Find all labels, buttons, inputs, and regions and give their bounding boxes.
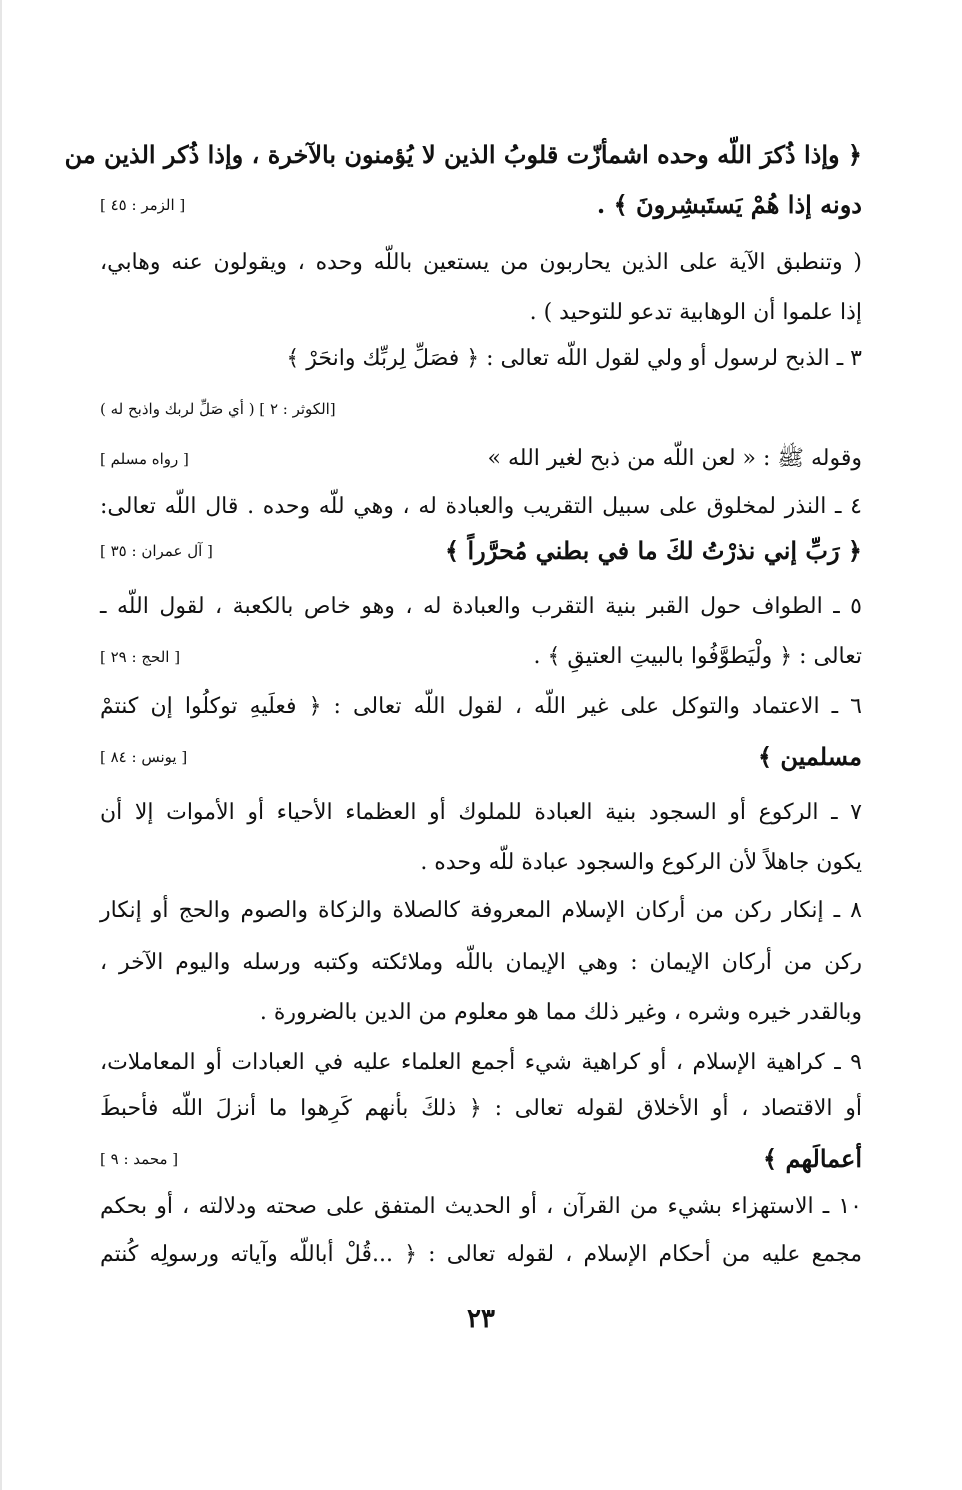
line-text: أو الاقتصاد ، أو الأخلاق لقوله تعالى : ﴿ ذلكَ بأنهم كَرِهوا ما أنزلَ اللّه فأحبطَ: [100, 1096, 862, 1121]
line-text: ١٠ ـ الاستهزاء بشيء من القرآن ، أو الحديث المتفق على صحته ودلالته ، أو بحكم: [100, 1194, 862, 1219]
page-edge: [0, 0, 2, 1490]
line-text: ( وتنطبق الآية على الذين يحاربون من يستعين باللّه وحده ، ويقولون عنه وهابي،: [100, 250, 862, 275]
text-line: [100, 584, 862, 630]
text-line: [100, 790, 862, 836]
text-line: [100, 1136, 862, 1182]
verse-text: ﴿ وإذا ذُكرَ اللّه وحده اشمأزّت قلوبُ الذين لا يُؤمنون بالآخرة ، وإذا ذُكر الذين من: [64, 140, 862, 169]
page-number: ٢٣: [467, 1304, 495, 1334]
text-line: [100, 484, 862, 530]
citation-reference: [ رواه مسلم ]: [100, 450, 189, 468]
line-text: ٦ ـ الاعتماد والتوكل على غير اللّه ، لقول اللّه تعالى : ﴿ فعلَيهِ توكلُوا إن كنتمْ: [100, 694, 862, 719]
text-line: [100, 990, 862, 1036]
citation-reference: [ يونس : ٨٤ ]: [100, 748, 188, 766]
line-text: ٥ ـ الطواف حول القبر بنية التقرب والعبادة له ، وهو خاص بالكعبة ، لقول اللّه ـ: [100, 594, 862, 619]
verse-text: أعمالَهم ﴾: [763, 1144, 862, 1173]
text-line: [100, 386, 862, 432]
citation-reference: [الكوثر : ٢ ] ( أي صَلِّ لربك واذبح له ): [100, 400, 336, 418]
line-text: وبالقدر خيره وشره ، وغير ذلك مما هو معلوم من الدين بالضرورة .: [259, 1000, 862, 1025]
line-text: ٩ ـ كراهية الإسلام ، أو كراهية شيء أجمع العلماء عليه في العبادات أو المعاملات،: [100, 1050, 862, 1075]
line-text: ٤ ـ النذر لمخلوق على سبيل التقريب والعبادة له ، وهي للّه وحده . قال اللّه تعالى:: [100, 494, 862, 519]
verse-text: ﴿ رَبِّ إني نذرْتُ لكَ ما في بطني مُحرَّراً ﴾: [445, 536, 862, 565]
text-line: [100, 1184, 862, 1230]
text-line: [100, 1232, 862, 1278]
line-text: ٧ ـ الركوع أو السجود بنية العبادة للملوك أو العظماء الأحياء أو الأموات إلا أن: [100, 800, 862, 825]
line-text: إذا علموا أن الوهابية تدعو للتوحيد ) .: [529, 300, 862, 325]
text-line: [100, 940, 862, 986]
text-line: [100, 734, 862, 780]
verse-text: دونه إذا هُمْ يَستَبشِرونَ ﴾ .: [596, 190, 862, 219]
text-line: [100, 634, 862, 680]
text-line: [100, 336, 862, 382]
line-text: ٨ ـ إنكار ركن من أركان الإسلام المعروفة كالصلاة والزكاة والصوم والحج أو إنكار: [100, 898, 862, 923]
text-line: [100, 528, 862, 574]
text-line: [100, 1040, 862, 1086]
text-line: [100, 840, 862, 886]
line-text: ركن من أركان الإيمان : وهي الإيمان باللّه وملائكته وكتبه ورسله واليوم الآخر ،: [100, 950, 862, 975]
line-text: يكون جاهلاً لأن الركوع والسجود عبادة للّه وحده .: [420, 850, 862, 875]
line-text: وقوله ﷺ : « لعن اللّه من ذبح لغير الله »: [487, 446, 862, 471]
citation-reference: [ آل عمران : ٣٥ ]: [100, 542, 213, 560]
text-line: [100, 1086, 862, 1132]
citation-reference: [ محمد : ٩ ]: [100, 1150, 179, 1168]
citation-reference: [ الحج : ٢٩ ]: [100, 648, 181, 666]
line-text: مجمع عليه من أحكام الإسلام ، لقوله تعالى : ﴿ ...قُلْ أباللّه وآياته ورسولِه كُنتم: [100, 1242, 862, 1267]
text-line: [64, 132, 862, 178]
text-line: [100, 240, 862, 286]
text-line: [100, 888, 862, 934]
text-line: [100, 290, 862, 336]
text-line: [100, 684, 862, 730]
text-line: [100, 182, 862, 228]
verse-text: مسلمين ﴾: [757, 742, 862, 771]
line-text: ٣ ـ الذبح لرسول أو ولي لقول اللّه تعالى : ﴿ فصَلِّ لِربِّك وانحَرْ ﴾: [286, 346, 862, 371]
line-text: تعالى : ﴿ ولْيَطوَّفُوا بالبيتِ العتيقِ ﴾ .: [533, 644, 862, 669]
text-line: [100, 436, 862, 482]
citation-reference: [ الزمر : ٤٥ ]: [100, 196, 186, 214]
